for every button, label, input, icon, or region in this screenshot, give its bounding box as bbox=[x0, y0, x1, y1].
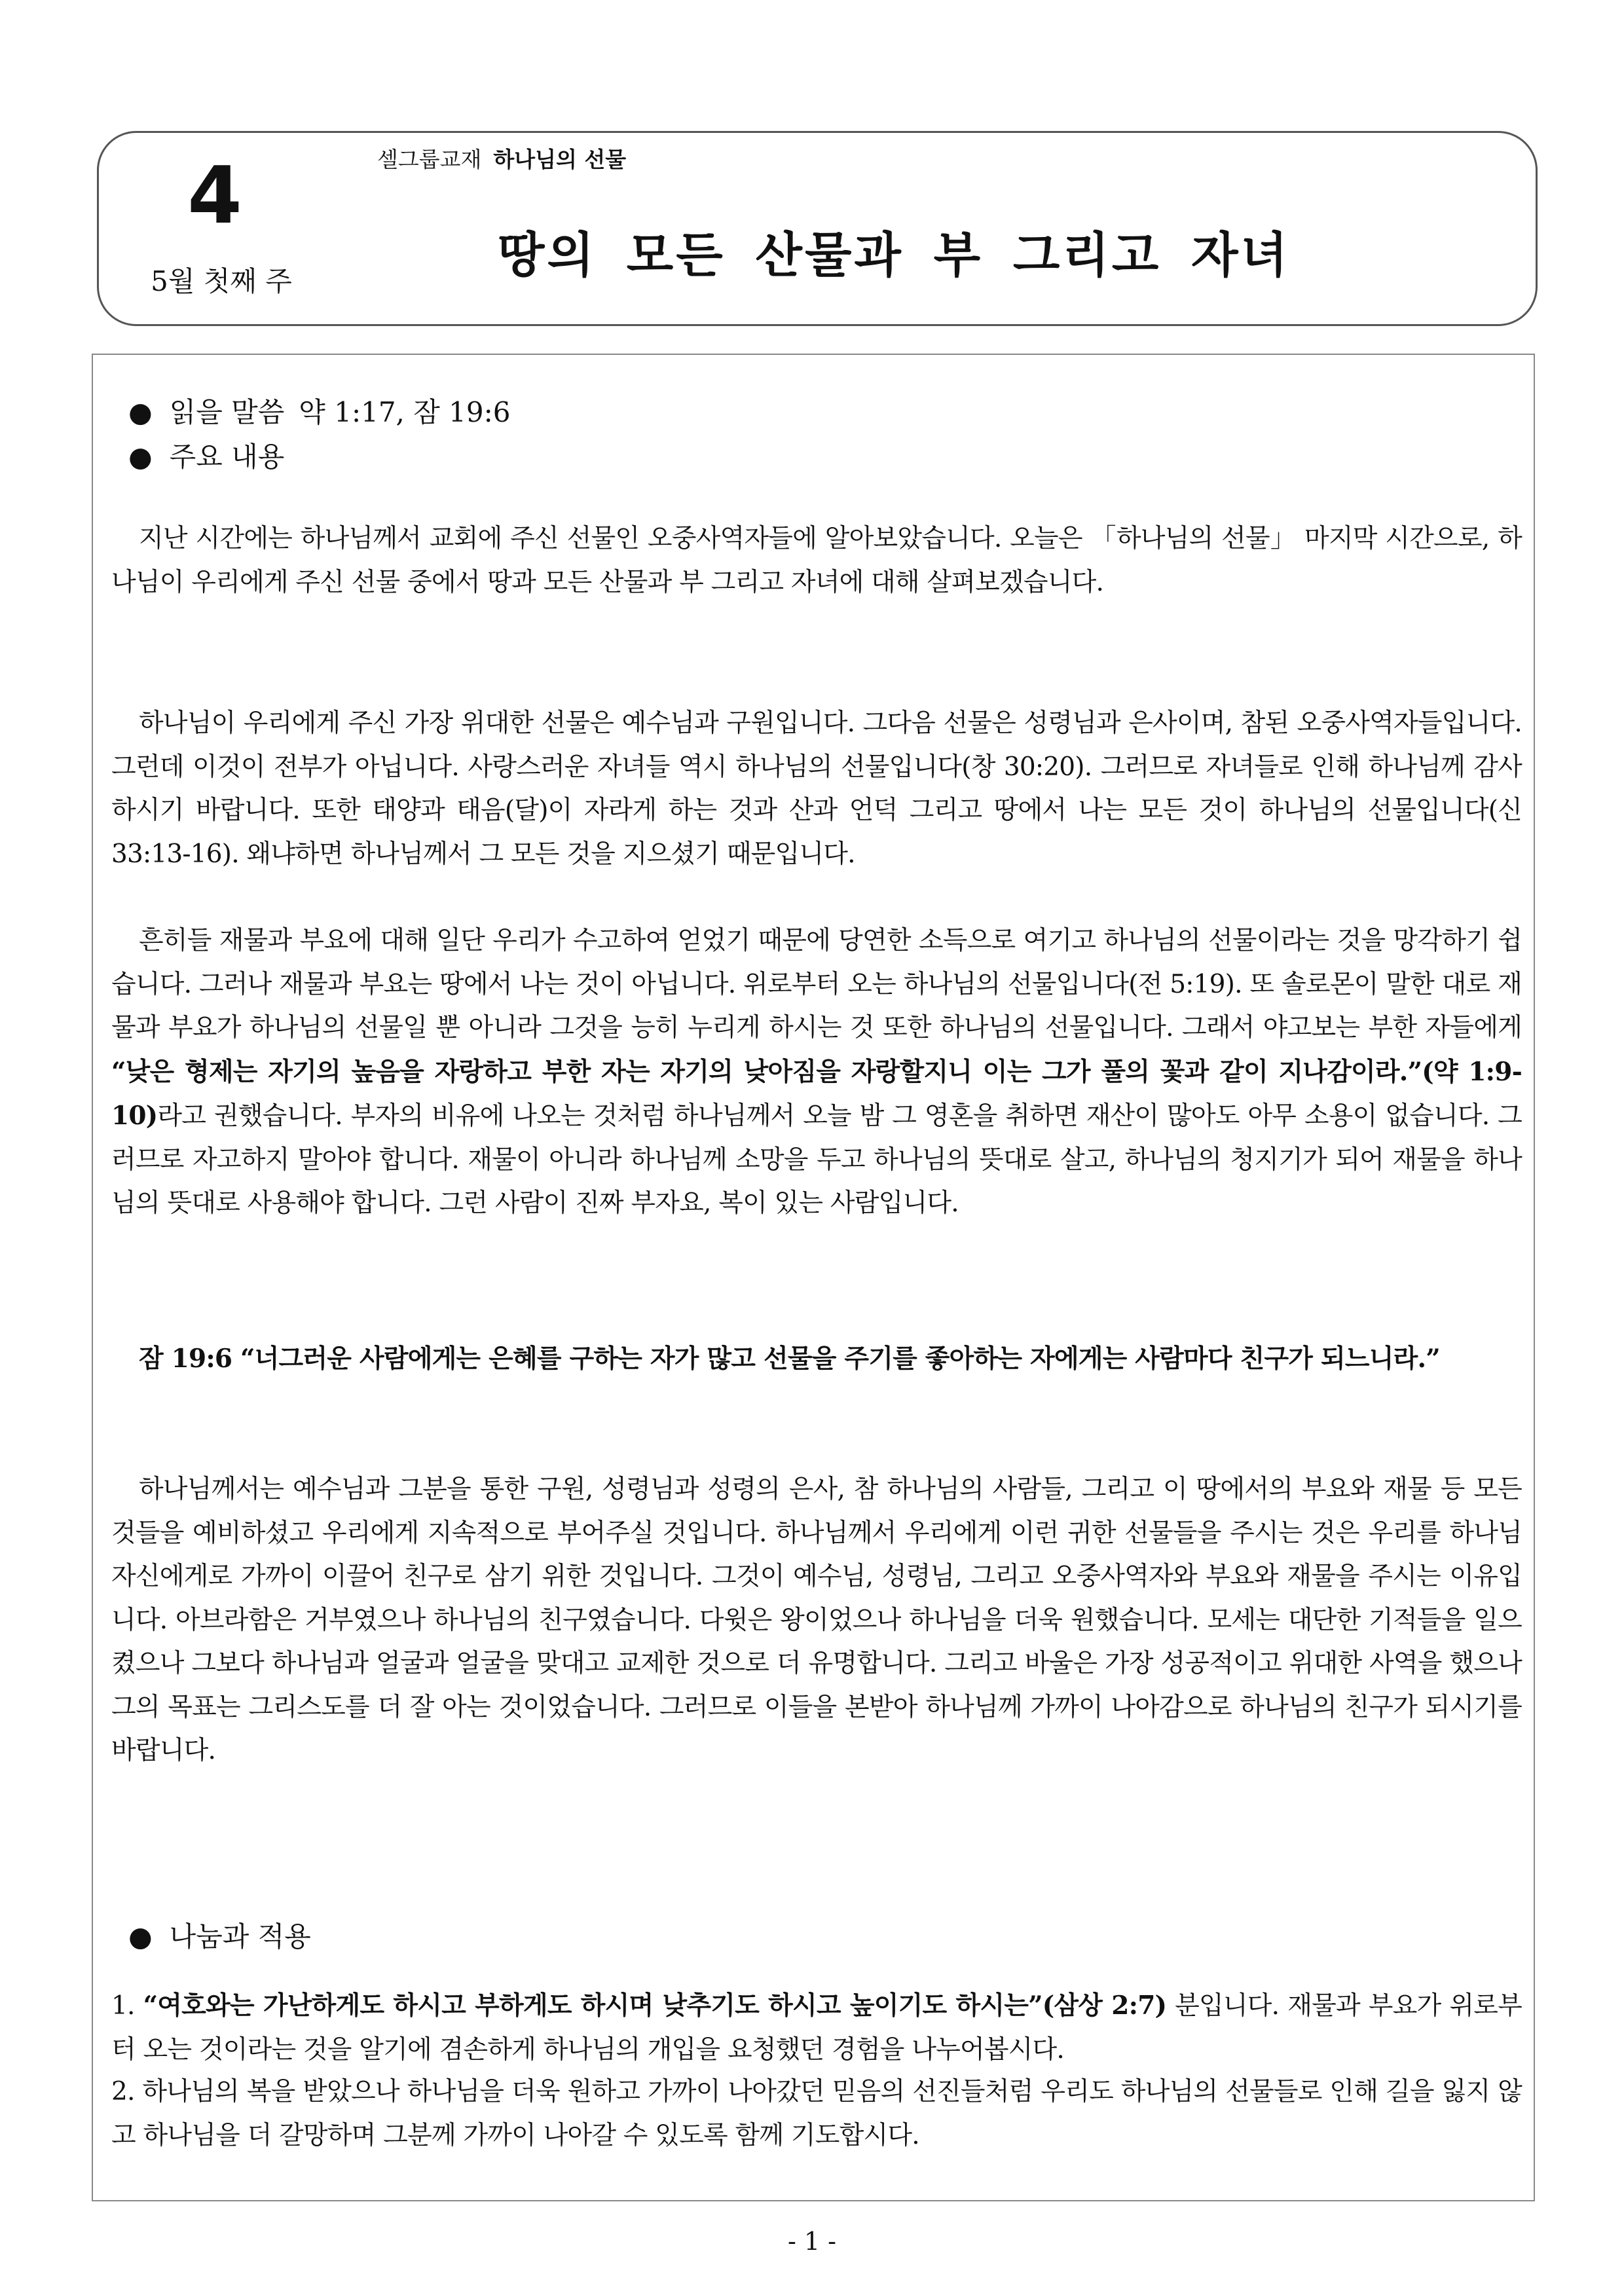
bullet-icon: ● bbox=[128, 1920, 153, 1953]
sharing-heading bbox=[128, 1917, 311, 1956]
series-label-text: 셀그룹교재 bbox=[377, 147, 482, 172]
question-1-number: 1. bbox=[111, 1991, 143, 2021]
paragraph-friends: 하나님께서는 예수님과 그분을 통한 구원, 성령님과 성령의 은사, 참 하나님의 사람들, 그리고 이 땅에서의 부요와 재물 등 모든 것들을 예비하셨고 우리에게 지속적으로 부어주실 것입니다. 하나님께서 우리에게 이런 귀한 선물들을 주시는 것은 우리를 하나님 자신에게로 가까이 이끌어 친구로 삼기 위한 것입니다. 그것이 예수님, 성령님, 그리고 오중사역자와 부요와 재물을 주시는 이유입니다. 아브라함은 거부였으나 하나님의 친구였습니다. 다윗은 왕이었으나 하나님을 더욱 원했습니다. 모세는 대단한 기적들을 일으켰으나 그보다 하나님과 얼굴과 얼굴을 맞대고 교제한 것으로 더 유명합니다. 그리고 바울은 가장 성공적이고 위대한 사역을 했으나 그의 목표는 그리스도를 더 잘 아는 것이었습니다. 그러므로 이들을 본받아 하나님께 가까이 나아감으로 하나님의 친구가 되시기를 바랍니다. bbox=[111, 1475, 1522, 1765]
page-title: 땅의 모든 산물과 부 그리고 자녀 bbox=[498, 227, 1291, 284]
paragraph-wealth-b: 라고 권했습니다. 부자의 비유에 나오는 것처럼 하나님께서 오늘 밤 그 영혼을 취하면 재산이 많아도 아무 소용이 없습니다. 그러므로 자고하지 말아야 합니다. 재물이 아니라 하나님께 소망을 두고 하나님의 뜻대로 살고, 하나님의 청지기가 되어 재물을 하나님의 뜻대로 사용해야 합니다. 그런 사람이 진짜 부자요, 복이 있는 사람입니다. bbox=[111, 1101, 1522, 1218]
bullet-icon: ● bbox=[128, 396, 153, 428]
lesson-number: 4 bbox=[187, 151, 242, 242]
question-1-text: 분입니다. 재물과 부요가 위로부터 오는 것이라는 것을 알기에 겸손하게 하나님의 개입을 요청했던 경험을 나누어봅시다. bbox=[111, 1991, 1522, 2065]
page-number: - 1 - bbox=[787, 2227, 836, 2256]
question-1 bbox=[111, 1984, 1522, 2072]
series-name: 하나님의 선물 bbox=[493, 147, 627, 172]
summary-heading bbox=[128, 437, 284, 477]
lesson-week: 5월 첫째 주 bbox=[151, 265, 292, 297]
paragraph-gifts: 하나님이 우리에게 주신 가장 위대한 선물은 예수님과 구원입니다. 그다음 선물은 성령님과 은사이며, 참된 오중사역자들입니다. 그런데 이것이 전부가 아닙니다. 사랑스러운 자녀들 역시 하나님의 선물입니다(창 30:20). 그러므로 자녀들로 인해 하나님께 감사하시기 바랍니다. 또한 태양과 태음(달)이 자라게 하는 것과 산과 언덕 그리고 땅에서 나는 모든 것이 하나님의 선물입니다(신 33:13-16). 왜냐하면 하나님께서 그 모든 것을 지으셨기 때문입니다. bbox=[111, 708, 1522, 869]
bullet-icon: ● bbox=[128, 441, 153, 473]
question-2: 2. 하나님의 복을 받았으나 하나님을 더욱 원하고 가까이 나아갔던 믿음의 선진들처럼 우리도 하나님의 선물들로 인해 길을 잃지 않고 하나님을 더 갈망하며 그분께 가까이 나아갈 수 있도록 함께 기도합시다. bbox=[111, 2077, 1522, 2150]
series-label bbox=[377, 145, 626, 174]
key-verse: 잠 19:6 “너그러운 사람에게는 은혜를 구하는 자가 많고 선물을 주기를 좋아하는 자에게는 사람마다 친구가 되느니라.” bbox=[139, 1344, 1440, 1374]
summary-label: 주요 내용 bbox=[169, 441, 285, 473]
reading-line bbox=[128, 393, 510, 432]
quote-james: “낮은 형제는 자기의 높음을 자랑하고 부한 자는 자기의 낮아짐을 자랑할지니 이는 그가 풀의 꽃과 같이 지나감이라.”(약 1:9-10) bbox=[111, 1056, 1522, 1131]
paragraph-intro: 지난 시간에는 하나님께서 교회에 주신 선물인 오중사역자들에 알아보았습니다. 오늘은 「하나님의 선물」 마지막 시간으로, 하나님이 우리에게 주신 선물 중에서 땅과 모든 산물과 부 그리고 자녀에 대해 살펴보겠습니다. bbox=[111, 524, 1522, 597]
reading-reference: 약 1:17, 잠 19:6 bbox=[299, 396, 511, 428]
sharing-label: 나눔과 적용 bbox=[169, 1920, 311, 1953]
paragraph-wealth-a: 흔히들 재물과 부요에 대해 일단 우리가 수고하여 얻었기 때문에 당연한 소득으로 여기고 하나님의 선물이라는 것을 망각하기 쉽습니다. 그러나 재물과 부요는 땅에서 나는 것이 아닙니다. 위로부터 오는 하나님의 선물입니다(전 5:19). 또 솔로몬이 말한 대로 재물과 부요가 하나님의 선물일 뿐 아니라 그것을 능히 누리게 하시는 것 또한 하나님의 선물입니다. 그래서 야고보는 부한 자들에게 bbox=[111, 926, 1522, 1042]
paragraph-wealth bbox=[111, 919, 1522, 1226]
reading-label: 읽을 말씀 bbox=[169, 396, 285, 428]
question-1-quote: “여호와는 가난하게도 하시고 부하게도 하시며 낮추기도 하시고 높이기도 하시는”(삼상 2:7) bbox=[143, 1991, 1167, 2021]
